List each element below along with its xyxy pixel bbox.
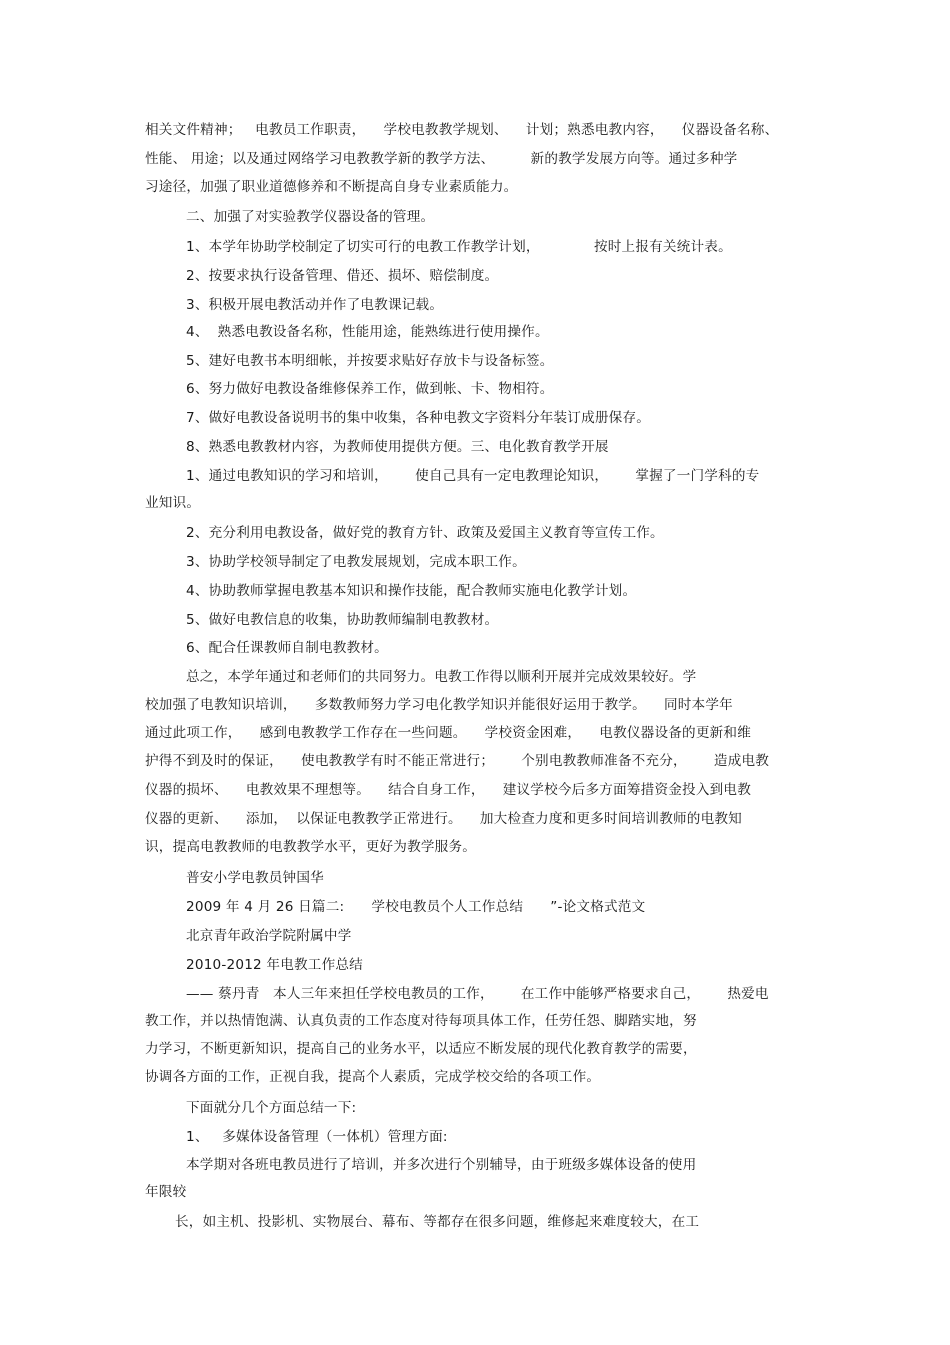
paragraph-line: 本学期对各班电教员进行了培训，并多次进行个别辅导，由于班级多媒体设备的使用 xyxy=(186,1157,697,1173)
list-item: 1、本学年协助学校制定了切实可行的电教工作教学计划， 按时上报有关统计表。 xyxy=(186,239,732,255)
text-line: 相关文件精神； 电教员工作职责， 学校电教教学规划、 计划；熟悉电教内容， 仪器设备名称、 xyxy=(145,122,779,138)
list-item: 6、努力做好电教设备维修保养工作，做到帐、卡、物相符。 xyxy=(186,381,554,397)
list-item: 7、做好电教设备说明书的集中收集，各种电教文字资料分年装订成册保存。 xyxy=(186,410,651,426)
list-item: 6、配合任课教师自制电教教材。 xyxy=(186,640,388,656)
paragraph-line: 力学习，不断更新知识，提高自己的业务水平，以适应不断发展的现代化教育教学的需要， xyxy=(145,1041,697,1057)
paragraph-line: 教工作，并以热情饱满、认真负责的工作态度对待每项具体工作，任劳任怨、脚踏实地，努 xyxy=(145,1013,697,1029)
paragraph-line: 仪器的损坏、 电教效果不理想等。 结合自身工作， 建议学校今后多方面筹措资金投入到电教 xyxy=(145,782,751,798)
text-line: 性能、 用途；以及通过网络学习电教教学新的教学方法、 新的教学发展方向等。通过多种学 xyxy=(145,151,738,167)
list-item: 2、充分利用电教设备，做好党的教育方针、政策及爱国主义教育等宣传工作。 xyxy=(186,525,664,541)
text-line: 业知识。 xyxy=(145,495,201,511)
list-item: 8、熟悉电教教材内容，为教师使用提供方便。三、电化教育教学开展 xyxy=(186,439,609,455)
list-item: 3、积极开展电教活动并作了电教课记载。 xyxy=(186,297,444,313)
paragraph-line: 年限较 xyxy=(145,1184,187,1200)
list-item: 4、协助教师掌握电教基本知识和操作技能，配合教师实施电化教学计划。 xyxy=(186,583,637,599)
school-name: 北京青年政治学院附属中学 xyxy=(186,928,352,944)
paragraph-line: 校加强了电教知识培训， 多数教师努力学习电化教学知识并能很好运用于教学。 同时本学年 xyxy=(145,697,733,713)
paragraph-line: 下面就分几个方面总结一下: xyxy=(186,1100,357,1116)
report-title: 2010-2012 年电教工作总结 xyxy=(186,957,363,973)
signature-line: 普安小学电教员钟国华 xyxy=(186,870,324,886)
date-title-line: 2009 年 4 月 26 日篇二: 学校电教员个人工作总结 ”-论文格式范文 xyxy=(186,899,646,915)
list-item: 5、建好电教书本明细帐，并按要求贴好存放卡与设备标签。 xyxy=(186,353,554,369)
text-line: 习途径，加强了职业道德修养和不断提高自身专业素质能力。 xyxy=(145,179,518,195)
section-heading: 二、加强了对实验教学仪器设备的管理。 xyxy=(186,209,435,225)
paragraph-line: 长，如主机、投影机、实物展台、幕布、等都存在很多问题，维修起来难度较大，在工 xyxy=(175,1214,700,1230)
paragraph-line: 总之，本学年通过和老师们的共同努力。电教工作得以顺利开展并完成效果较好。学 xyxy=(186,669,697,685)
paragraph-line: 仪器的更新、 添加， 以保证电教教学正常进行。 加大检查力度和更多时间培训教师的电教知 xyxy=(145,811,742,827)
list-item: 3、协助学校领导制定了电教发展规划，完成本职工作。 xyxy=(186,554,526,570)
paragraph-line: —— 蔡丹青 本人三年来担任学校电教员的工作， 在工作中能够严格要求自己， 热爱电 xyxy=(186,986,769,1002)
list-item: 4、 熟悉电教设备名称，性能用途，能熟练进行使用操作。 xyxy=(186,324,549,340)
list-item: 2、按要求执行设备管理、借还、损坏、赔偿制度。 xyxy=(186,268,499,284)
paragraph-line: 识，提高电教教师的电教教学水平，更好为教学服务。 xyxy=(145,839,477,855)
list-item: 1、通过电教知识的学习和培训， 使自己具有一定电教理论知识， 掌握了一门学科的专 xyxy=(186,468,760,484)
section-heading: 1、 多媒体设备管理（一体机）管理方面: xyxy=(186,1129,448,1145)
paragraph-line: 通过此项工作， 感到电教教学工作存在一些问题。 学校资金困难， 电教仪器设备的更新和维 xyxy=(145,725,751,741)
paragraph-line: 协调各方面的工作，正视自我，提高个人素质，完成学校交给的各项工作。 xyxy=(145,1069,601,1085)
paragraph-line: 护得不到及时的保证， 使电教教学有时不能正常进行； 个别电教教师准备不充分， 造成电教 xyxy=(145,753,770,769)
list-item: 5、做好电教信息的收集，协助教师编制电教教材。 xyxy=(186,612,499,628)
